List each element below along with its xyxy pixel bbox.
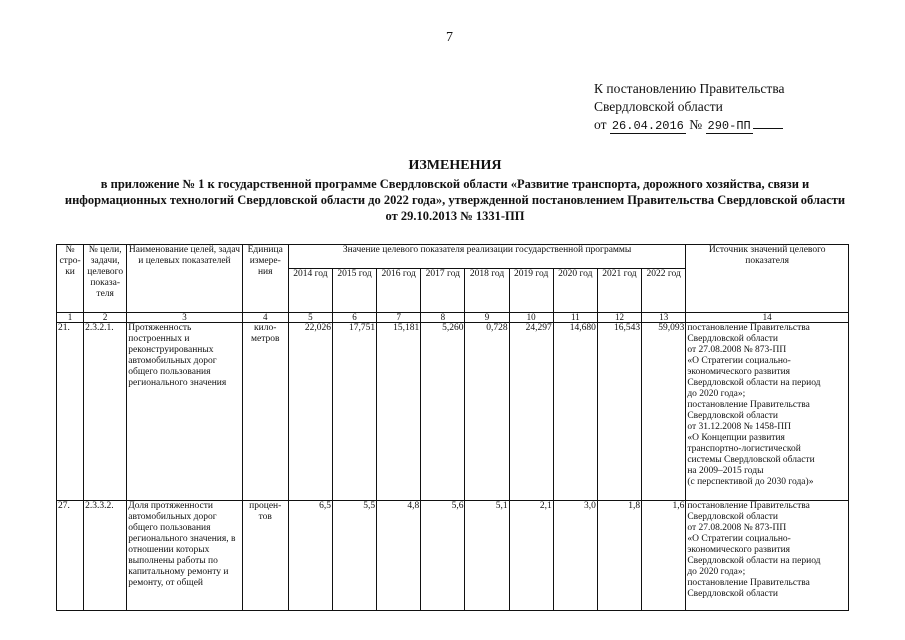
source-line: транспортно-логистической [687,444,801,454]
column-index-cell: 12 [597,313,641,323]
document-heading [60,158,850,224]
value-cell: 3,0 [553,501,597,611]
value-cell: 15,181 [377,323,421,501]
source-line: Свердловской области [687,512,779,522]
value-cell: 16,543 [597,323,641,501]
value-cell: 2,1 [509,501,553,611]
source-cell [686,501,849,611]
value-cell: 24,297 [509,323,553,501]
unit-cell: кило-метров [242,323,288,501]
approval-number: 290-ПП [707,119,751,133]
approval-line-3 [594,116,785,135]
value-cell: 22,026 [288,323,332,501]
header-goal-no: № цели, задачи, целевого показа-теля [84,245,127,313]
source-line: Свердловской области [687,589,779,599]
approval-line-1: К постановлению Правительства [594,81,785,96]
page-number: 7 [446,30,453,45]
source-line: на 2009–2015 годы [687,466,764,476]
approval-from-label: от [594,117,607,132]
heading-subtitle: в приложение № 1 к государственной программе Свердловской области «Развитие транспорта, дорожного хозяйства, связи и информационных технологий Свердловской области до 2022 года», утвержденной постановлением Правительства Свердловской области от 29.10.2013 № 1331-ПП [64,177,846,223]
header-year: 2014 год [288,269,332,313]
source-line: до 2020 года»; [687,389,746,399]
source-line: «О Стратегии социально- [687,534,791,544]
value-cell: 17,751 [332,323,376,501]
header-name: Наименование целей, задач и целевых показателей [127,245,242,313]
indicator-name-cell: Доля протяженности автомобильных дорог общего пользования регионального значения, в отношении которых выполнены работы по капитальному ремонту и ремонту, от общей [127,501,242,611]
source-line: системы Свердловской области [687,455,815,465]
header-row-no: № стро-ки [57,245,84,313]
column-index-cell: 13 [642,313,686,323]
source-line: «О Стратегии социально- [687,356,791,366]
source-line: Свердловской области [687,334,779,344]
value-cell: 14,680 [553,323,597,501]
approval-underline [753,116,783,129]
column-index-cell: 2 [84,313,127,323]
column-index-cell: 4 [242,313,288,323]
header-year: 2022 год [642,269,686,313]
source-line: постановление Правительства [687,400,810,410]
value-cell: 6,5 [288,501,332,611]
source-line: от 27.08.2008 № 873-ПП [687,345,787,355]
value-cell: 59,093 [642,323,686,501]
row-number-cell: 27. [57,501,84,611]
source-line: постановление Правительства [687,501,810,511]
header-year: 2018 год [465,269,509,313]
source-line: экономического развития [687,367,791,377]
source-line: (с перспективой до 2030 года)» [687,477,814,487]
column-index-cell: 9 [465,313,509,323]
column-index-cell: 8 [421,313,465,323]
header-unit: Единица измере-ния [242,245,288,313]
value-cell: 0,728 [465,323,509,501]
goal-number-cell: 2.3.3.2. [84,501,127,611]
column-index-cell: 14 [686,313,849,323]
source-line: Свердловской области [687,411,779,421]
source-line: экономического развития [687,545,791,555]
source-line: от 27.08.2008 № 873-ПП [687,523,787,533]
row-number-cell: 21. [57,323,84,501]
approval-block [594,80,785,135]
header-year: 2021 год [597,269,641,313]
table-row [57,323,849,501]
value-cell: 5,1 [465,501,509,611]
indicators-table [56,244,849,611]
value-cell: 5,5 [332,501,376,611]
source-line: Свердловской области на период [687,378,821,388]
header-year: 2015 год [332,269,376,313]
column-index-cell: 5 [288,313,332,323]
column-index-cell: 1 [57,313,84,323]
column-index-cell: 11 [553,313,597,323]
source-line: от 31.12.2008 № 1458-ПП [687,422,791,432]
source-line: до 2020 года»; [687,567,746,577]
header-year: 2020 год [553,269,597,313]
source-line: «О Концепции развития [687,433,785,443]
value-cell: 1,8 [597,501,641,611]
column-index-cell: 7 [377,313,421,323]
heading-title: ИЗМЕНЕНИЯ [408,158,502,173]
column-index-cell: 3 [127,313,242,323]
column-index-cell: 6 [332,313,376,323]
table-row [57,501,849,611]
value-cell: 5,6 [421,501,465,611]
value-cell: 4,8 [377,501,421,611]
header-source: Источник значений целевого показателя [686,245,849,313]
goal-number-cell: 2.3.2.1. [84,323,127,501]
value-cell: 5,260 [421,323,465,501]
source-line: Свердловской области на период [687,556,821,566]
value-cell: 1,6 [642,501,686,611]
approval-number-label: № [689,117,703,132]
header-year: 2017 год [421,269,465,313]
column-index-cell: 10 [509,313,553,323]
source-line: постановление Правительства [687,578,810,588]
source-cell [686,323,849,501]
source-line: постановление Правительства [687,323,810,333]
approval-date: 26.04.2016 [611,119,684,133]
header-year: 2016 год [377,269,421,313]
header-values-group: Значение целевого показателя реализации государственной программы [288,245,686,269]
indicator-name-cell: Протяженность построенных и реконструированных автомобильных дорог общего пользования регионального значения [127,323,242,501]
unit-cell: процен-тов [242,501,288,611]
header-year: 2019 год [509,269,553,313]
approval-line-2: Свердловской области [594,99,723,114]
